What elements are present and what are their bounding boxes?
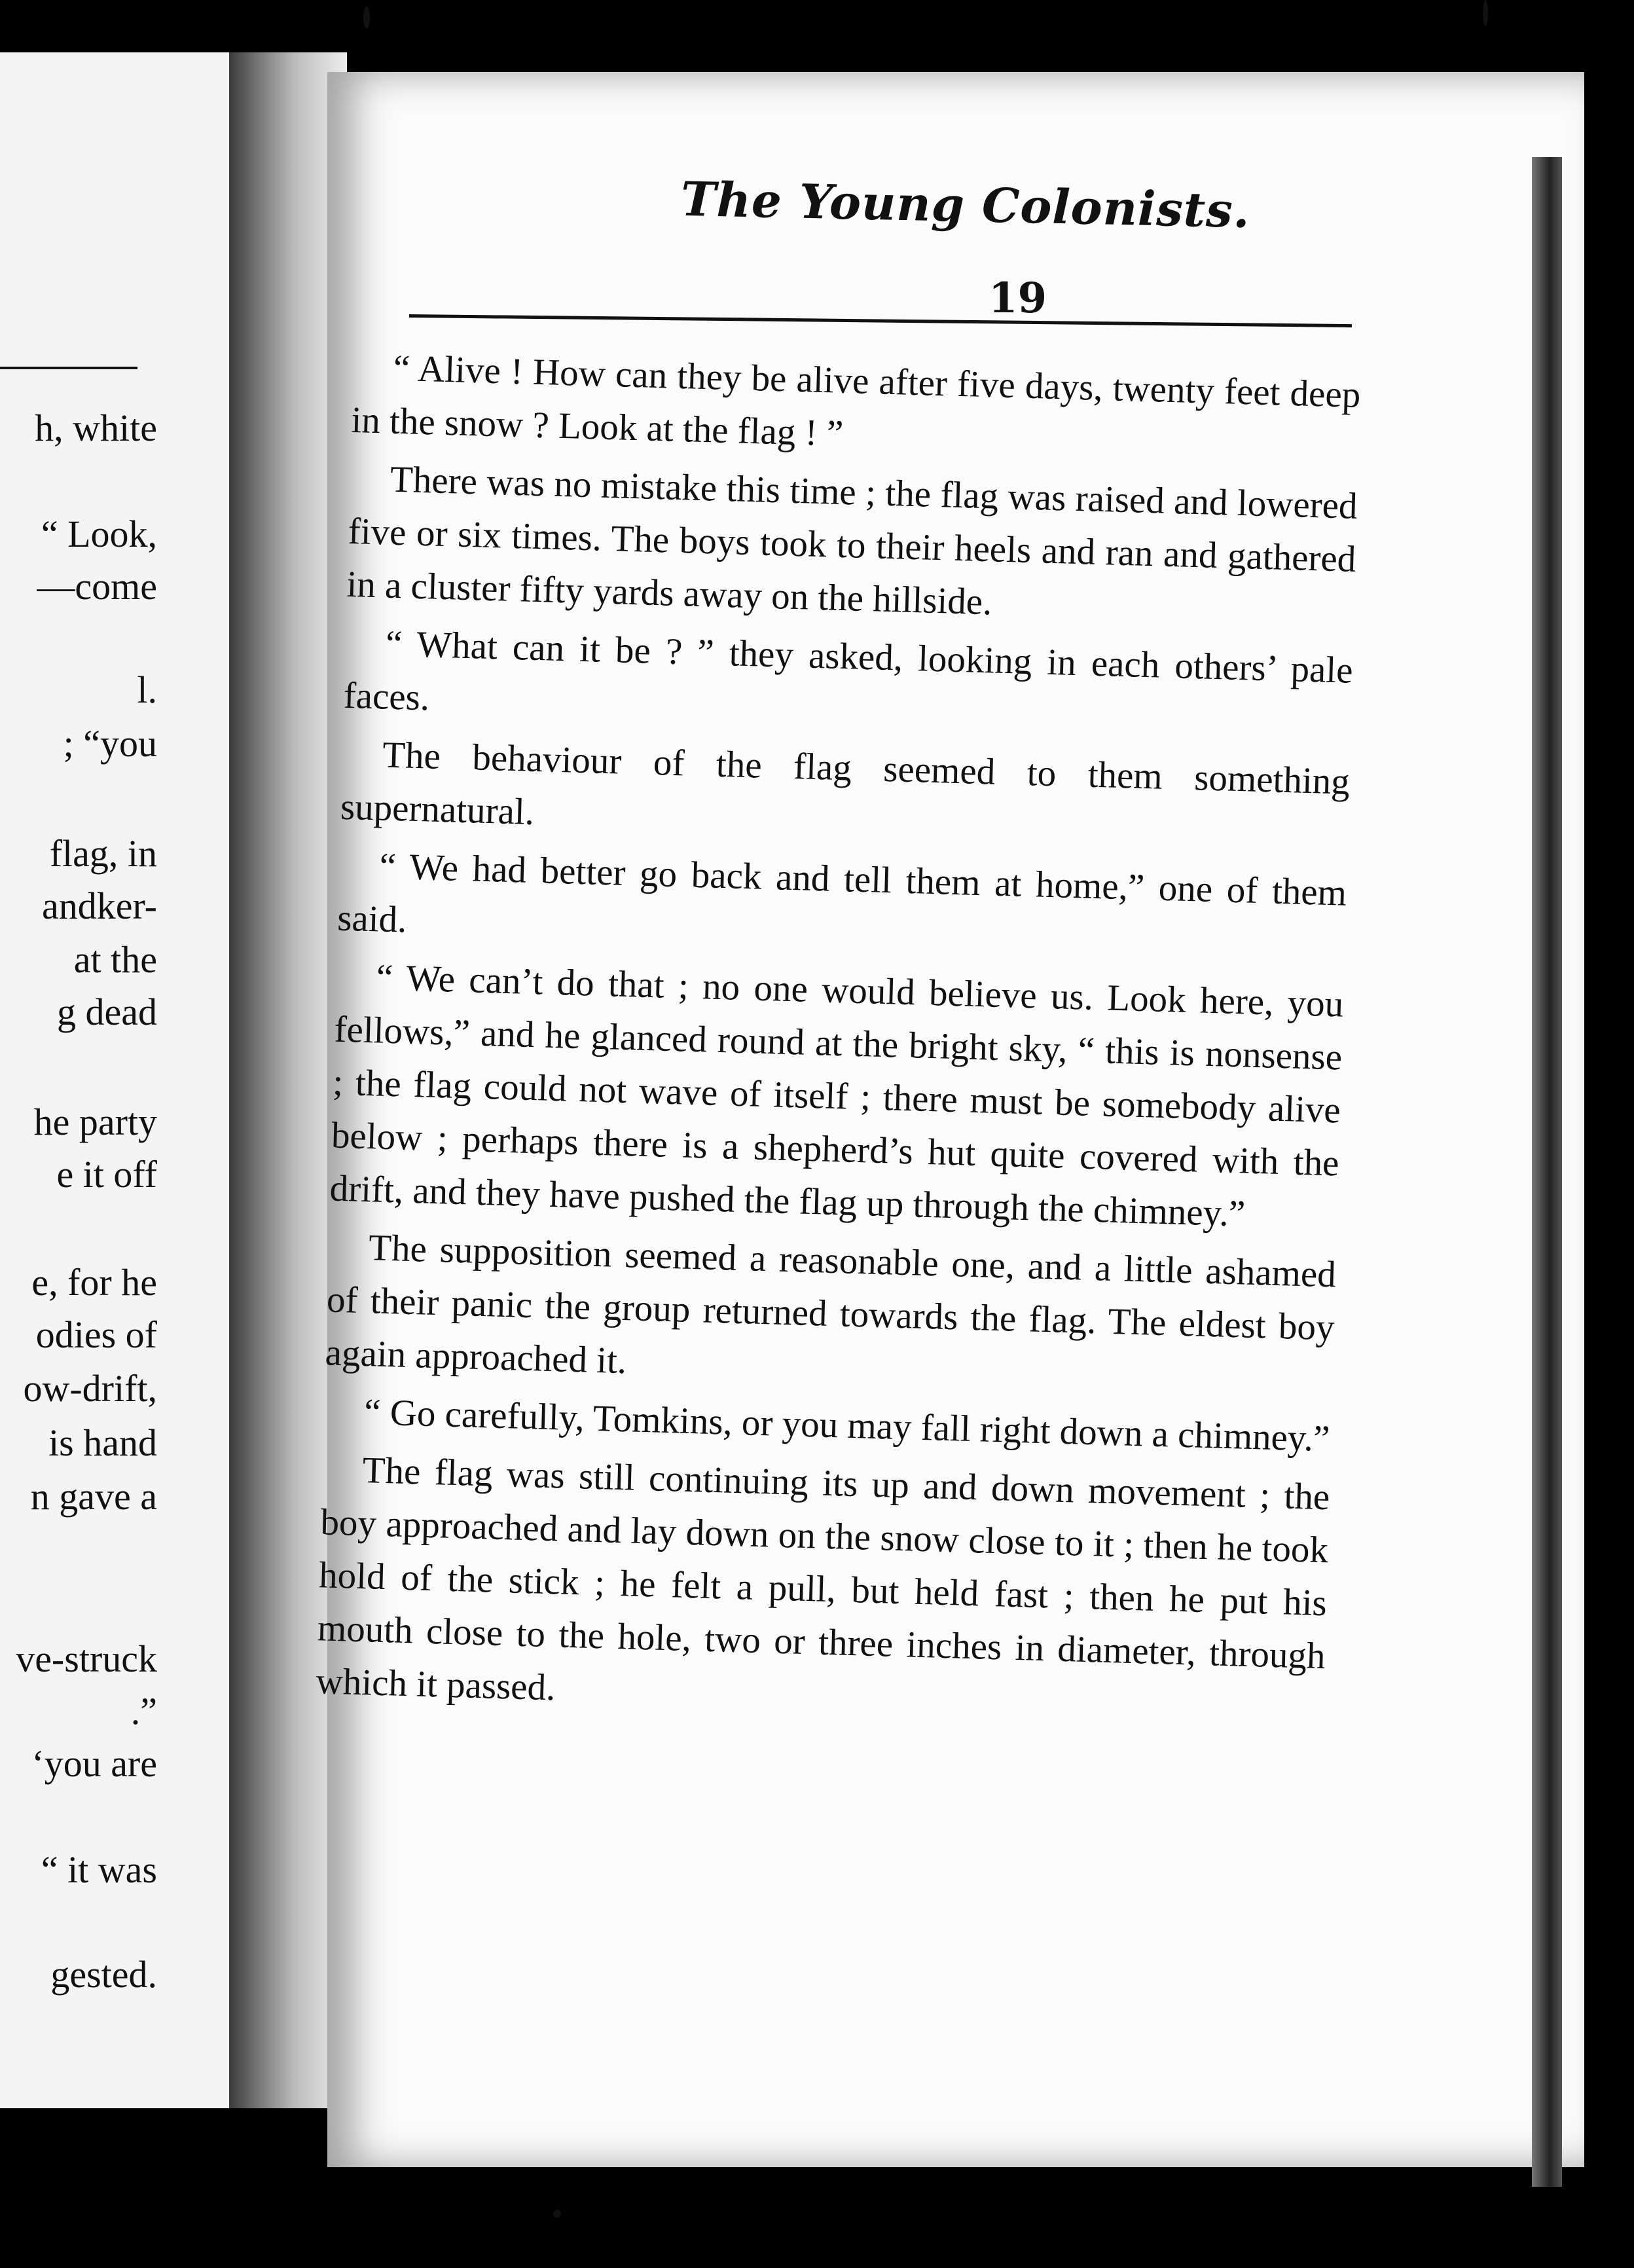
dust-speck bbox=[363, 7, 370, 29]
running-head-title: The Young Colonists. bbox=[680, 170, 1251, 239]
page-edge bbox=[1532, 157, 1562, 2187]
previous-page bbox=[0, 52, 229, 2108]
previous-page-line: g dead bbox=[57, 991, 157, 1033]
previous-page-line: gested. bbox=[50, 1953, 157, 1996]
previous-page-line: “ it was bbox=[41, 1848, 157, 1891]
previous-page-line: .” bbox=[130, 1690, 157, 1732]
previous-page-line: e, for he bbox=[31, 1261, 157, 1304]
dust-speck bbox=[1483, 0, 1488, 26]
page-number: 19 bbox=[989, 274, 1047, 323]
previous-page-line: odies of bbox=[35, 1313, 157, 1356]
previous-page-line: andker- bbox=[42, 885, 157, 927]
previous-page-line: at the bbox=[73, 938, 157, 981]
previous-page-line: “ Look, bbox=[41, 513, 157, 555]
previous-page-line: n gave a bbox=[30, 1475, 157, 1518]
paragraph: “ We had better go back and tell them at home,” one of them said. bbox=[336, 845, 1347, 941]
dust-speck bbox=[553, 2210, 561, 2218]
paragraph: There was no mistake this time ; the flag was raised and lowered five or six times. The boys took to their heels and ran and gathered in a cluster fifty yards away on the hillside. bbox=[346, 458, 1358, 623]
previous-page-line: l. bbox=[137, 668, 157, 711]
paragraph: “ Go carefully, Tomkins, or you may fall right down a chimney.” bbox=[363, 1391, 1331, 1460]
previous-page-line: ‘you are bbox=[31, 1742, 157, 1785]
previous-page-line: ve-struck bbox=[16, 1637, 157, 1680]
previous-page-line: ; “you bbox=[63, 722, 157, 765]
previous-page-line: h, white bbox=[35, 407, 157, 449]
paragraph: The supposition seemed a reasonable one, and a little ashamed of their panic the group returned towards the flag. The eldest boy again approached it. bbox=[324, 1227, 1337, 1382]
paragraph: “ Alive ! How can they be alive after five days, twenty feet deep in the snow ? Look at the flag ! ” bbox=[350, 347, 1362, 454]
previous-page-line: flag, in bbox=[49, 832, 157, 875]
previous-page-line: e it off bbox=[56, 1153, 157, 1196]
paragraph: The flag was still continuing its up and down movement ; the boy approached and lay down on the snow close to it ; then he took hold of the stick ; he felt a pull, but held fast ; then he put his mouth close to the hole, two or three inches in diameter, through which it passed. bbox=[315, 1450, 1331, 1709]
paragraph: “ We can’t do that ; no one would believe us. Look here, you fellows,” and he glanced round at the bright sky, “ this is nonsense ; the flag could not wave of itself ; there must be somebody alive below ; perhaps there is a shepherd’s hut quite covered with the drift, and they have pushed the flag up through the chimney.” bbox=[329, 957, 1345, 1235]
previous-page-line: he party bbox=[33, 1101, 157, 1143]
previous-page-line: ow-drift, bbox=[23, 1367, 157, 1410]
previous-page-line: is hand bbox=[48, 1421, 157, 1464]
paragraph: The behaviour of the flag seemed to them something supernatural. bbox=[340, 734, 1351, 833]
body-text bbox=[315, 340, 1361, 1741]
paragraph: “ What can it be ? ” they asked, looking in each others’ pale faces. bbox=[342, 623, 1354, 719]
previous-page-rule bbox=[0, 367, 137, 369]
previous-page-line: —come bbox=[37, 565, 157, 608]
